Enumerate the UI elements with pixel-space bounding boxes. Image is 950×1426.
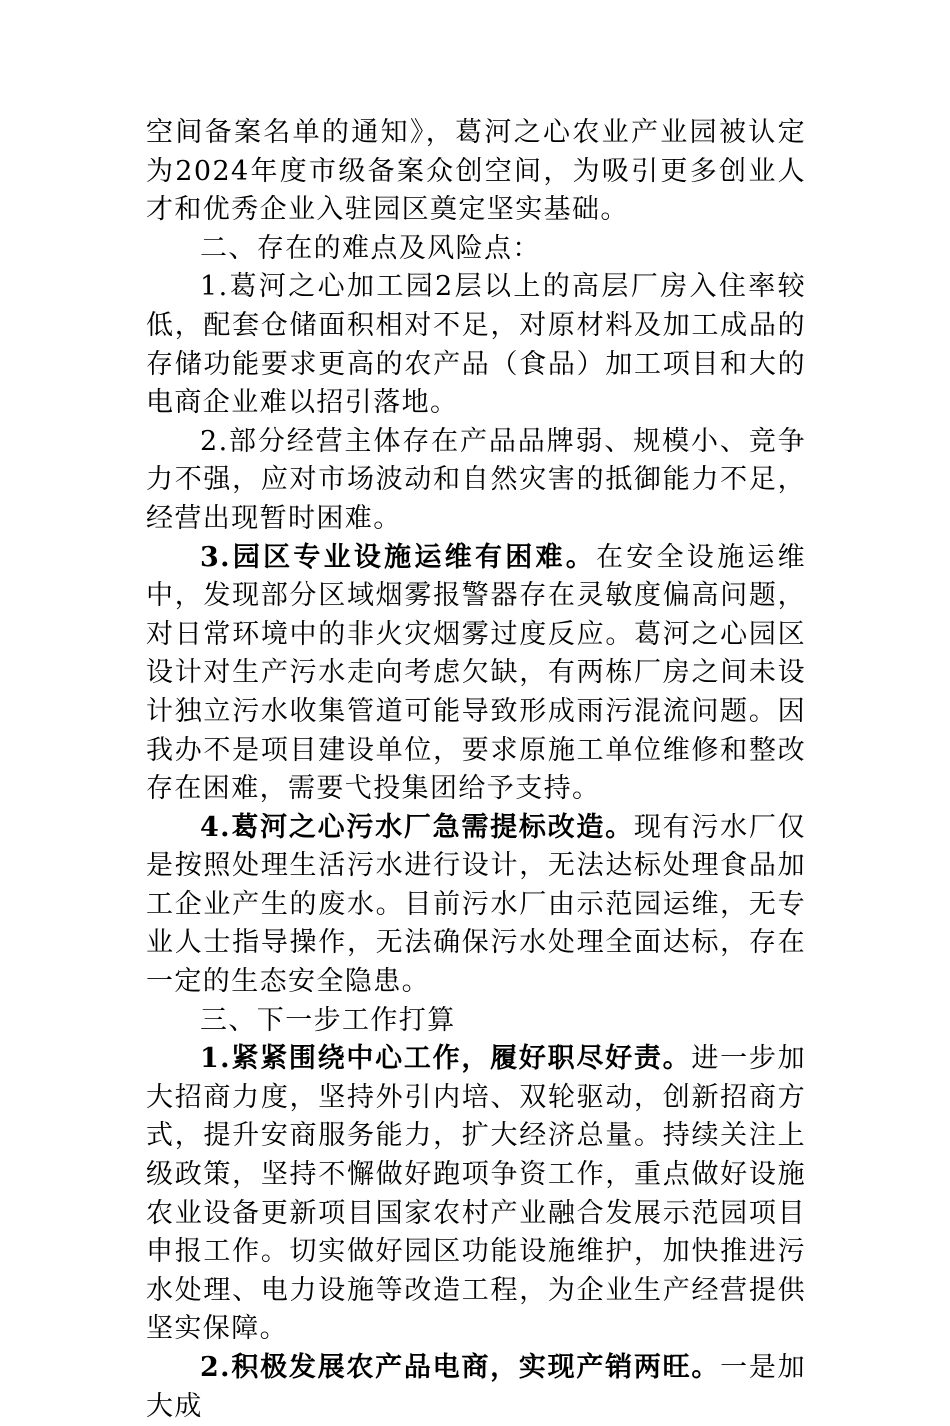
paragraph-plan-2 xyxy=(146,1349,806,1426)
paragraph-text: 进一步加大招商力度，坚持外引内培、双轮驱动，创新招商方式，提升安商服务能力，扩大经济总量。持续关注上级政策，坚持不懈做好跑项争资工作，重点做好设施农业设备更新项目国家农村产业融合发展示范园项目申报工作。切实做好园区功能设施维护，加快推进污水处理、电力设施等改造工程，为企业生产经营提供坚实保障。 xyxy=(146,1043,806,1345)
paragraph-lead-bold: 4.葛河之心污水厂急需提标改造。 xyxy=(200,811,634,843)
document-body xyxy=(146,114,806,1426)
paragraph-difficulty-3 xyxy=(146,539,806,809)
paragraph-text: 一是加大成 xyxy=(146,1352,806,1422)
paragraph-difficulty-2 xyxy=(146,423,806,539)
section-heading-next-steps xyxy=(146,1002,806,1041)
paragraph-lead-bold: 3.园区专业设施运维有困难。 xyxy=(200,541,597,573)
paragraph-text: 现有污水厂仅是按照处理生活污水进行设计，无法达标处理食品加工企业产生的废水。目前污水厂由示范园运维，无专业人士指导操作，无法确保污水处理全面达标，存在一定的生态安全隐患。 xyxy=(146,811,806,998)
section-heading-difficulties xyxy=(146,230,806,269)
paragraph-notice-continuation xyxy=(146,114,806,230)
heading-text: 二、存在的难点及风险点： xyxy=(200,232,541,264)
paragraph-difficulty-1 xyxy=(146,268,806,422)
heading-text: 三、下一步工作打算 xyxy=(200,1004,456,1036)
paragraph-lead-bold: 1.紧紧围绕中心工作，履好职尽好责。 xyxy=(200,1043,692,1075)
paragraph-plan-1 xyxy=(146,1040,806,1349)
paragraph-text: 空间备案名单的通知》，葛河之心农业产业园被认定为2024年度市级备案众创空间，为吸引更多创业人才和优秀企业入驻园区奠定坚实基础。 xyxy=(146,117,806,226)
paragraph-text: 在安全设施运维中，发现部分区域烟雾报警器存在灵敏度偏高问题，对日常环境中的非火灾烟雾过度反应。葛河之心园区设计对生产污水走向考虑欠缺，有两栋厂房之间未设计独立污水收集管道可能导致形成雨污混流问题。因我办不是项目建设单位，要求原施工单位维修和整改存在困难，需要弋投集团给予支持。 xyxy=(146,541,806,805)
paragraph-text: 1.葛河之心加工园2层以上的高层厂房入住率较低，配套仓储面积相对不足，对原材料及加工成品的存储功能要求更高的农产品（食品）加工项目和大的电商企业难以招引落地。 xyxy=(146,271,806,419)
paragraph-text: 2.部分经营主体存在产品品牌弱、规模小、竞争力不强，应对市场波动和自然灾害的抵御能力不足，经营出现暂时困难。 xyxy=(146,425,806,534)
paragraph-lead-bold: 2.积极发展农产品电商，实现产销两旺。 xyxy=(200,1352,721,1383)
paragraph-difficulty-4 xyxy=(146,809,806,1002)
